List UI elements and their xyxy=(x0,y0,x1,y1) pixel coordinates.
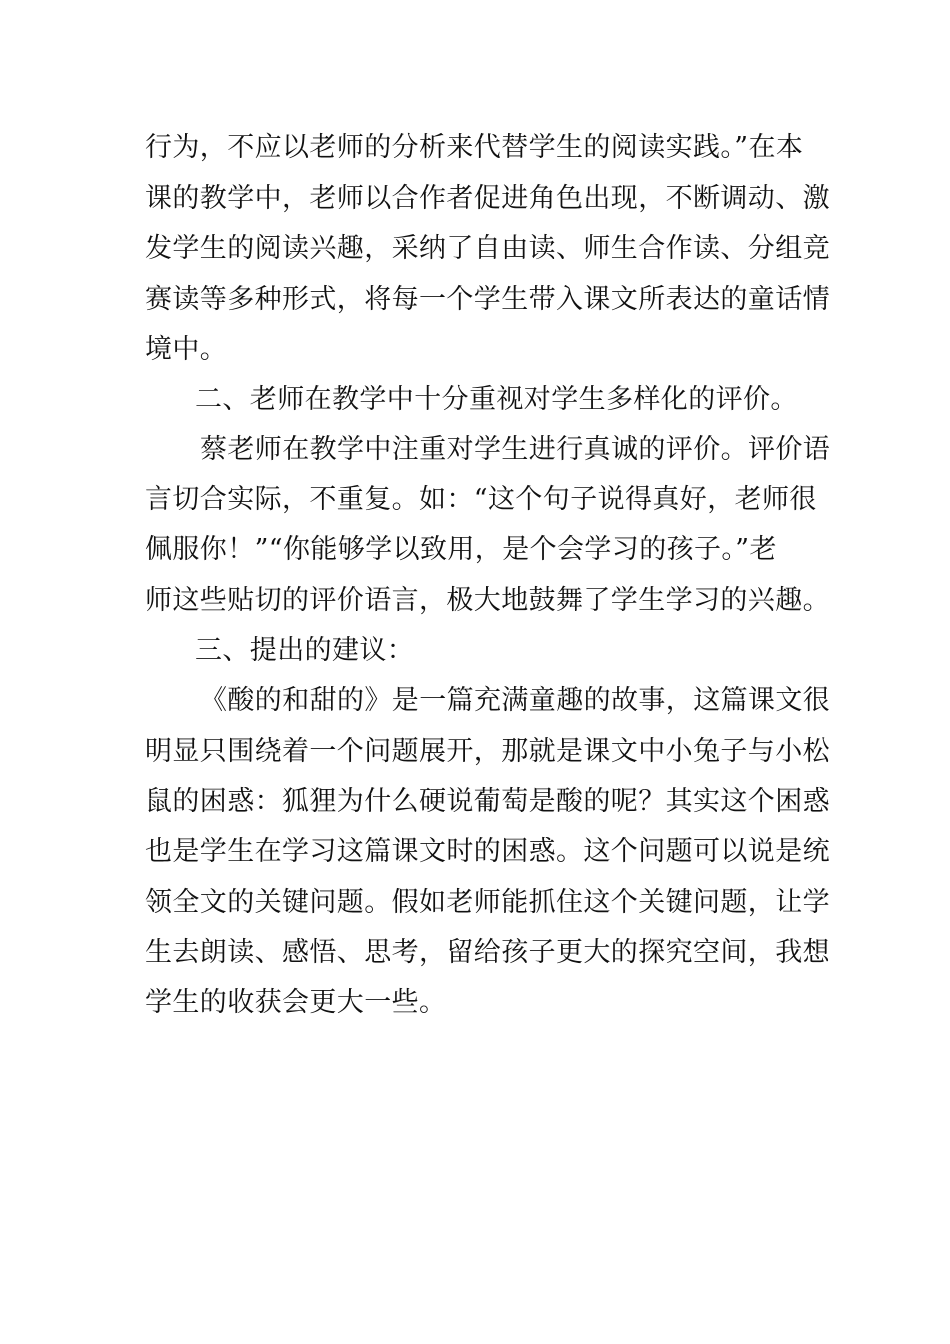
text-line: 课的教学中，老师以合作者促进角色出现，不断调动、激 xyxy=(145,183,830,214)
section-heading: 二、老师在教学中十分重视对学生多样化的评价。 xyxy=(195,384,798,415)
text-line: 佩服你！”“你能够学以致用，是个会学习的孩子。”老 xyxy=(145,534,777,565)
text-line: 赛读等多种形式，将每一个学生带入课文所表达的童话情 xyxy=(145,284,830,315)
text-line: 行为，不应以老师的分析来代替学生的阅读实践。”在本 xyxy=(145,132,804,163)
text-line: 言切合实际，不重复。如：“这个句子说得真好，老师很 xyxy=(145,484,817,515)
text-line: 蔡老师在教学中注重对学生进行真诚的评价。评价语 xyxy=(200,434,831,465)
section-heading: 三、提出的建议： xyxy=(195,635,415,666)
text-line: 生去朗读、感悟、思考，留给孩子更大的探究空间，我想 xyxy=(145,937,830,968)
text-line: 师这些贴切的评价语言，极大地鼓舞了学生学习的兴趣。 xyxy=(145,585,830,616)
text-line: 明显只围绕着一个问题展开，那就是课文中小兔子与小松 xyxy=(145,736,830,767)
text-line: 发学生的阅读兴趣，采纳了自由读、师生合作读、分组竞 xyxy=(145,233,830,264)
text-line: 学生的收获会更大一些。 xyxy=(145,987,447,1018)
text-line: 鼠的困惑：狐狸为什么硬说葡萄是酸的呢？其实这个困惑 xyxy=(145,786,830,817)
text-line: 也是学生在学习这篇课文时的困惑。这个问题可以说是统 xyxy=(145,836,830,867)
text-line: 《酸的和甜的》是一篇充满童趣的故事，这篇课文很 xyxy=(200,685,831,716)
text-line: 领全文的关键问题。假如老师能抓住这个关键问题，让学 xyxy=(145,887,830,918)
text-line: 境中。 xyxy=(145,334,228,365)
